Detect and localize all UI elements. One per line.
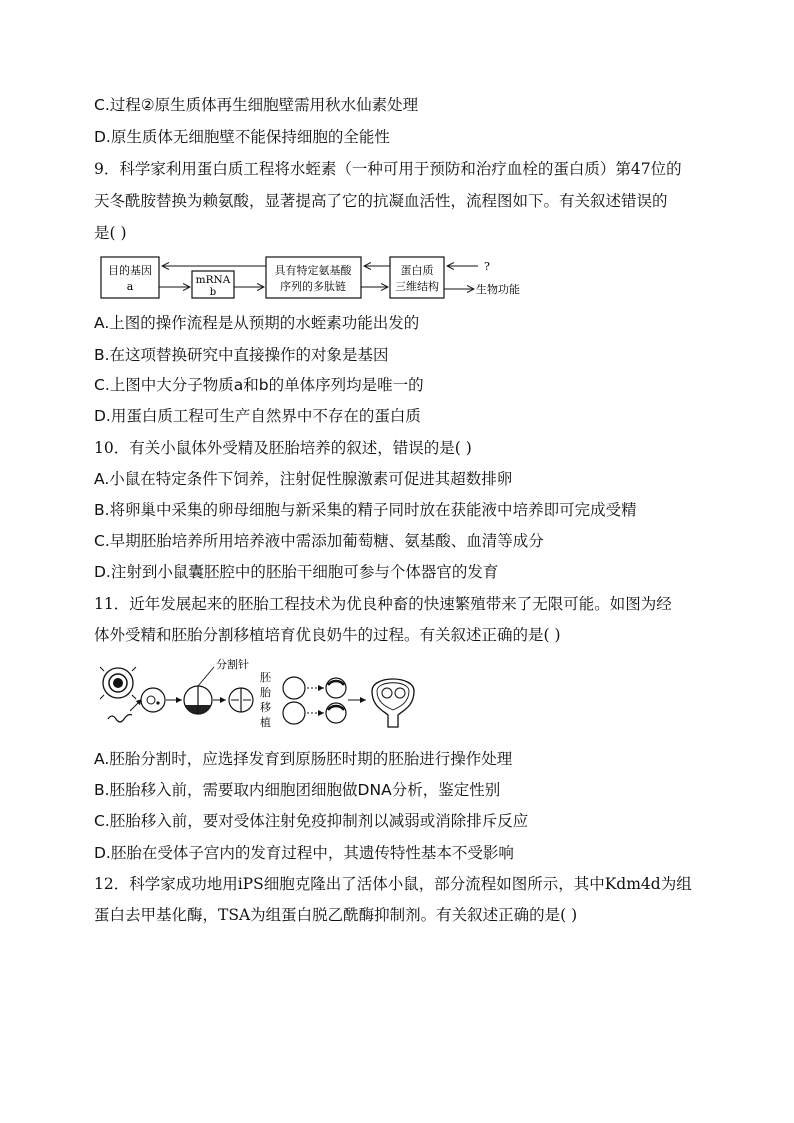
q11-option-b: B.胚胎移入前，需要取内细胞团细胞做DNA分析，鉴定性别 [94, 781, 501, 799]
mrna-letter: b [209, 287, 217, 298]
q9-stem-line2: 天冬酰胺替换为赖氨酸，显著提高了它的抗凝血活性，流程图如下。有关叙述错误的 [94, 192, 668, 210]
q11-stem-line1: 11．近年发展起来的胚胎工程技术为优良种畜的快速繁殖带来了无限可能。如图为经 [94, 595, 672, 613]
q9-option-d: D.用蛋白质工程可生产自然界中不存在的蛋白质 [94, 407, 421, 425]
zygote-icon [141, 688, 165, 712]
mrna-label: mRNA [195, 274, 231, 286]
q12-stem-line1: 12．科学家成功地用iPS细胞克隆出了活体小鼠，部分流程如图所示，其中Kdm4d为组 [94, 875, 692, 893]
splitting-needle-icon [198, 667, 214, 686]
polypeptide-label-1: 具有特定氨基酸 [274, 264, 352, 277]
developed-embryo-bottom-icon [326, 703, 346, 723]
q10-stem: 10．有关小鼠体外受精及胚胎培养的叙述，错误的是( ) [94, 439, 472, 457]
biological-function-label: 生物功能 [476, 283, 520, 296]
question-mark-label: ? [484, 260, 490, 273]
protein-structure-label-2: 三维结构 [395, 280, 439, 293]
polypeptide-label-2: 序列的多肽链 [280, 280, 346, 293]
protein-engineering-flowchart [98, 254, 538, 302]
q9-option-a: A.上图的操作流程是从预期的水蛭素功能出发的 [94, 314, 420, 332]
protein-structure-label-1: 蛋白质 [400, 264, 434, 277]
target-gene-letter: a [126, 280, 134, 293]
q10-option-c: C.早期胚胎培养所用培养液中需添加葡萄糖、氨基酸、血清等成分 [94, 532, 544, 550]
q11-option-c: C.胚胎移入前，要对受体注射免疫抑制剂以减弱或消除排斥反应 [94, 812, 529, 830]
egg-cell-icon [100, 667, 136, 699]
split-embryo-icon [229, 688, 253, 712]
q12-stem-line2: 蛋白去甲基化酶，TSA为组蛋白脱乙酰酶抑制剂。有关叙述正确的是( ) [94, 906, 578, 924]
embryo-splitting-diagram [96, 655, 426, 741]
transfer-label-char-2: 胎 [260, 686, 271, 699]
transfer-label-char-3: 移 [260, 701, 271, 714]
fertilization-arrow [130, 699, 142, 711]
q9-option-c: C.上图中大分子物质a和b的单体序列均是唯一的 [94, 376, 424, 394]
q8-option-c: C.过程②原生质体再生细胞壁需用秋水仙素处理 [94, 96, 419, 114]
q11-stem-line2: 体外受精和胚胎分割移植培育优良奶牛的过程。有关叙述正确的是( ) [94, 626, 561, 644]
q11-option-a: A.胚胎分割时，应选择发育到原肠胚时期的胚胎进行操作处理 [94, 750, 513, 768]
q10-option-b: B.将卵巢中采集的卵母细胞与新采集的精子同时放在获能液中培养即可完成受精 [94, 501, 637, 519]
q9-stem-line3: 是( ) [94, 224, 127, 242]
q10-option-a: A.小鼠在特定条件下饲养，注射促性腺激素可促进其超数排卵 [94, 470, 513, 488]
embryo-half-top-icon [283, 677, 305, 699]
q10-option-d: D.注射到小鼠囊胚腔中的胚胎干细胞可参与个体器官的发育 [94, 563, 499, 581]
q9-stem-line1: 9．科学家利用蛋白质工程将水蛭素（一种可用于预防和治疗血栓的蛋白质）第47位的 [94, 160, 682, 178]
q9-option-b: B.在这项替换研究中直接操作的对象是基因 [94, 346, 389, 364]
transfer-label-char-4: 植 [260, 716, 271, 729]
transfer-label-char-1: 胚 [260, 671, 271, 684]
sperm-icon [108, 715, 132, 723]
uterus-icon [372, 679, 414, 727]
q11-option-d: D.胚胎在受体子宫内的发育过程中，其遗传特性基本不受影响 [94, 844, 514, 862]
q8-option-d: D.原生质体无细胞壁不能保持细胞的全能性 [94, 128, 390, 146]
target-gene-label: 目的基因 [108, 264, 152, 277]
developed-embryo-top-icon [326, 678, 346, 698]
splitting-needle-label: 分割针 [216, 658, 249, 671]
embryo-half-bottom-icon [283, 702, 305, 724]
blastocyst-icon [184, 686, 212, 714]
